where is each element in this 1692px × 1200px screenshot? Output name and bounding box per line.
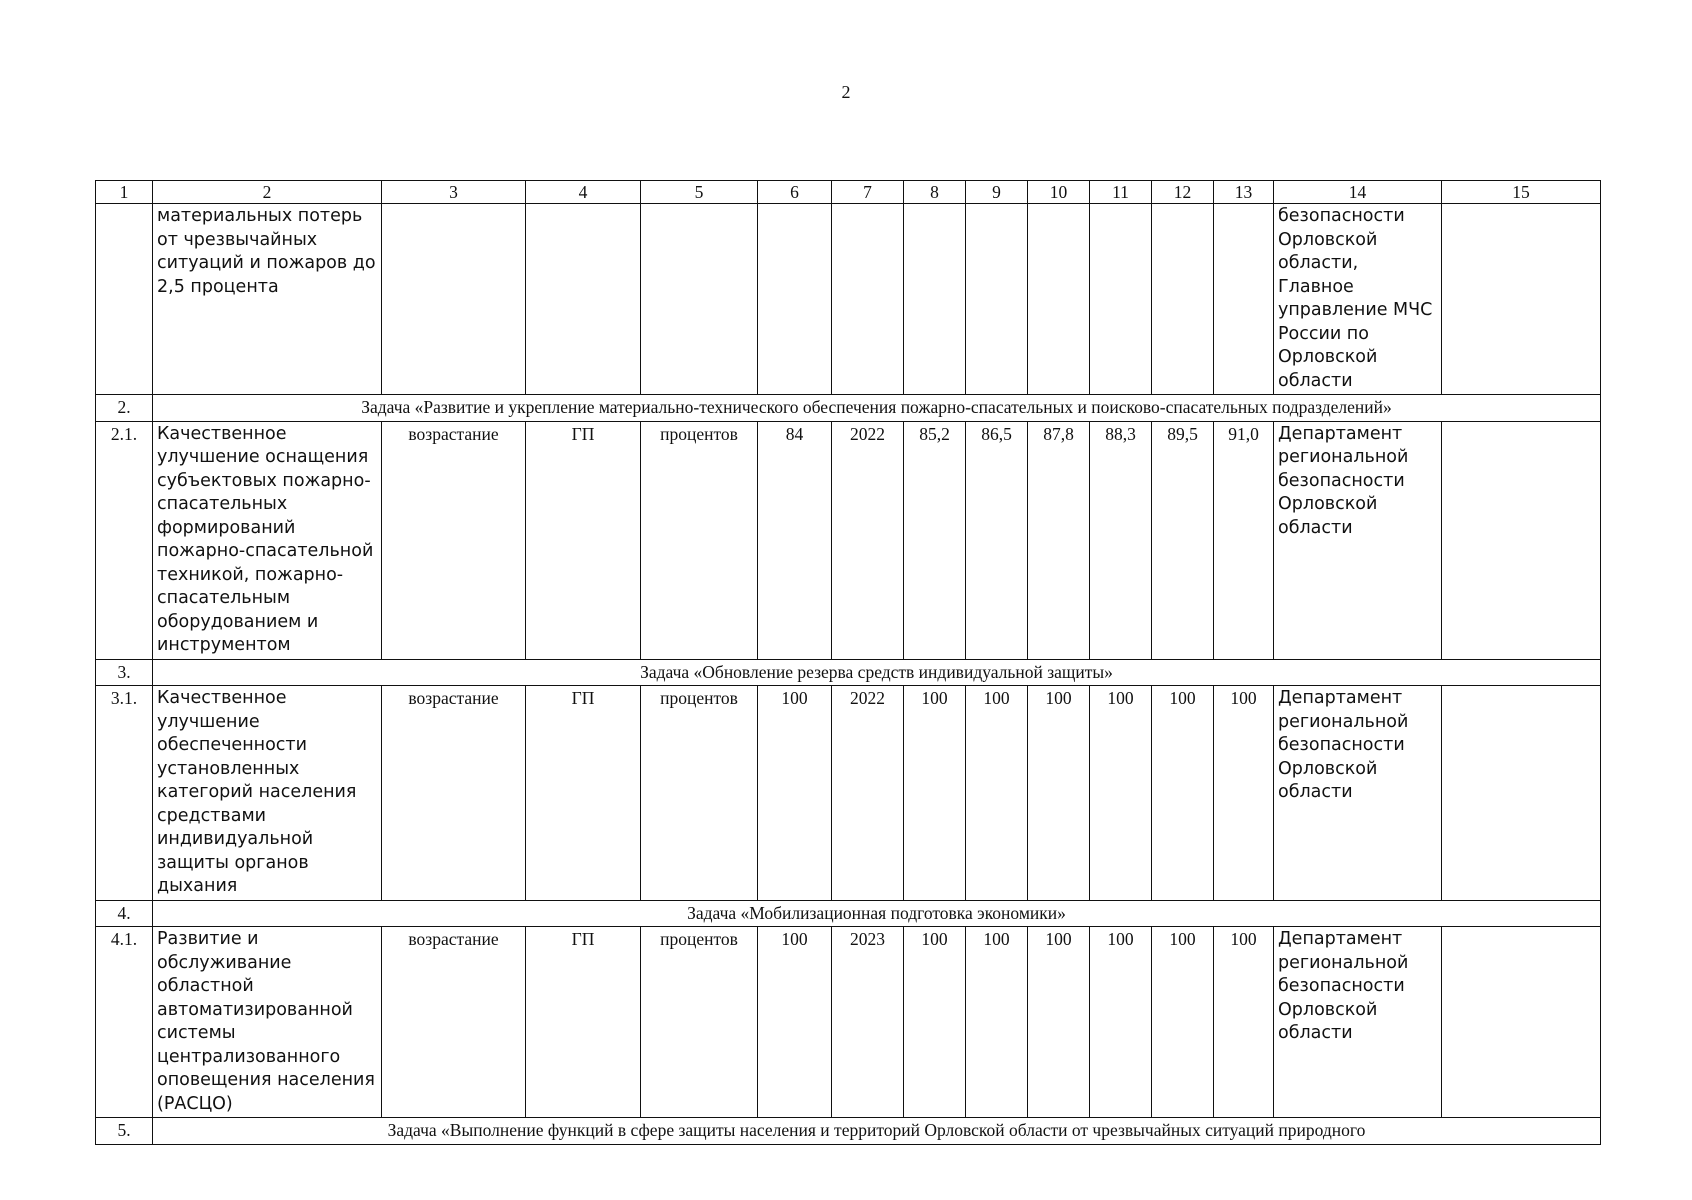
responsible-executor: безопасности Орловской области, Главное управление МЧС России по Орловской области [1274, 204, 1442, 395]
indicator-name: Качественное улучшение оснащения субъектовых пожарно-спасательных формирований пожарно-спасательной техникой, пожарно-спасательным оборудованием и инструментом [153, 421, 382, 659]
column-number: 6 [758, 181, 832, 204]
indicators-table [95, 180, 1601, 1145]
indicator-name: Качественное улучшение обеспеченности установленных категорий населения средствами индивидуальной защиты органов дыхания [153, 686, 382, 901]
column-number: 13 [1214, 181, 1274, 204]
value: 87,8 [1028, 421, 1090, 659]
base-value: 84 [758, 421, 832, 659]
column-numbers-row [96, 181, 1601, 204]
column-number: 4 [526, 181, 641, 204]
value: 100 [966, 686, 1028, 901]
value: 85,2 [904, 421, 966, 659]
table-row [96, 204, 1601, 395]
indicator-name: Развитие и обслуживание областной автоматизированной системы централизованного оповещения населения (РАСЦО) [153, 927, 382, 1118]
task-title: Задача «Обновление резерва средств индивидуальной защиты» [153, 659, 1601, 686]
base-year: 2023 [832, 927, 904, 1118]
task-row [96, 659, 1601, 686]
column-number: 14 [1274, 181, 1442, 204]
table-row [96, 686, 1601, 901]
level: ГП [526, 927, 641, 1118]
value: 86,5 [966, 421, 1028, 659]
value: 100 [1152, 927, 1214, 1118]
table-row [96, 927, 1601, 1118]
task-number: 2. [96, 395, 153, 422]
row-number: 3.1. [96, 686, 153, 901]
column-number: 1 [96, 181, 153, 204]
direction: возрастание [382, 927, 526, 1118]
responsible-executor: Департамент региональной безопасности Орловской области [1274, 927, 1442, 1118]
value: 100 [966, 927, 1028, 1118]
base-value: 100 [758, 686, 832, 901]
table-row [96, 421, 1601, 659]
value: 88,3 [1090, 421, 1152, 659]
task-number: 3. [96, 659, 153, 686]
direction: возрастание [382, 421, 526, 659]
responsible-executor: Департамент региональной безопасности Орловской области [1274, 686, 1442, 901]
base-year: 2022 [832, 686, 904, 901]
level: ГП [526, 421, 641, 659]
task-title: Задача «Выполнение функций в сфере защиты населения и территорий Орловской области от чрезвычайных ситуаций природного [153, 1118, 1601, 1145]
column-number: 7 [832, 181, 904, 204]
task-title: Задача «Мобилизационная подготовка экономики» [153, 900, 1601, 927]
column-number: 11 [1090, 181, 1152, 204]
column-number: 15 [1442, 181, 1601, 204]
task-row [96, 900, 1601, 927]
row-number [96, 204, 153, 395]
value: 100 [1152, 686, 1214, 901]
column-number: 12 [1152, 181, 1214, 204]
column-number: 2 [153, 181, 382, 204]
value: 100 [1090, 686, 1152, 901]
value: 100 [1028, 686, 1090, 901]
value: 100 [904, 927, 966, 1118]
base-value: 100 [758, 927, 832, 1118]
page-number: 2 [841, 82, 851, 102]
value: 100 [1028, 927, 1090, 1118]
value: 89,5 [1152, 421, 1214, 659]
task-title: Задача «Развитие и укрепление материально-технического обеспечения пожарно-спасательных и поисково-спасательных подразделений» [153, 395, 1601, 422]
column-number: 3 [382, 181, 526, 204]
value: 100 [1214, 927, 1274, 1118]
unit: процентов [641, 686, 758, 901]
row-number: 2.1. [96, 421, 153, 659]
task-row [96, 1118, 1601, 1145]
value: 91,0 [1214, 421, 1274, 659]
direction: возрастание [382, 686, 526, 901]
base-year: 2022 [832, 421, 904, 659]
column-number: 9 [966, 181, 1028, 204]
task-row [96, 395, 1601, 422]
unit: процентов [641, 927, 758, 1118]
task-number: 5. [96, 1118, 153, 1145]
column-number: 10 [1028, 181, 1090, 204]
indicator-name: материальных потерь от чрезвычайных ситуаций и пожаров до 2,5 процента [153, 204, 382, 395]
unit: процентов [641, 421, 758, 659]
value: 100 [1090, 927, 1152, 1118]
task-number: 4. [96, 900, 153, 927]
responsible-executor: Департамент региональной безопасности Орловской области [1274, 421, 1442, 659]
column-number: 8 [904, 181, 966, 204]
column-number: 5 [641, 181, 758, 204]
row-number: 4.1. [96, 927, 153, 1118]
level: ГП [526, 686, 641, 901]
value: 100 [1214, 686, 1274, 901]
value: 100 [904, 686, 966, 901]
